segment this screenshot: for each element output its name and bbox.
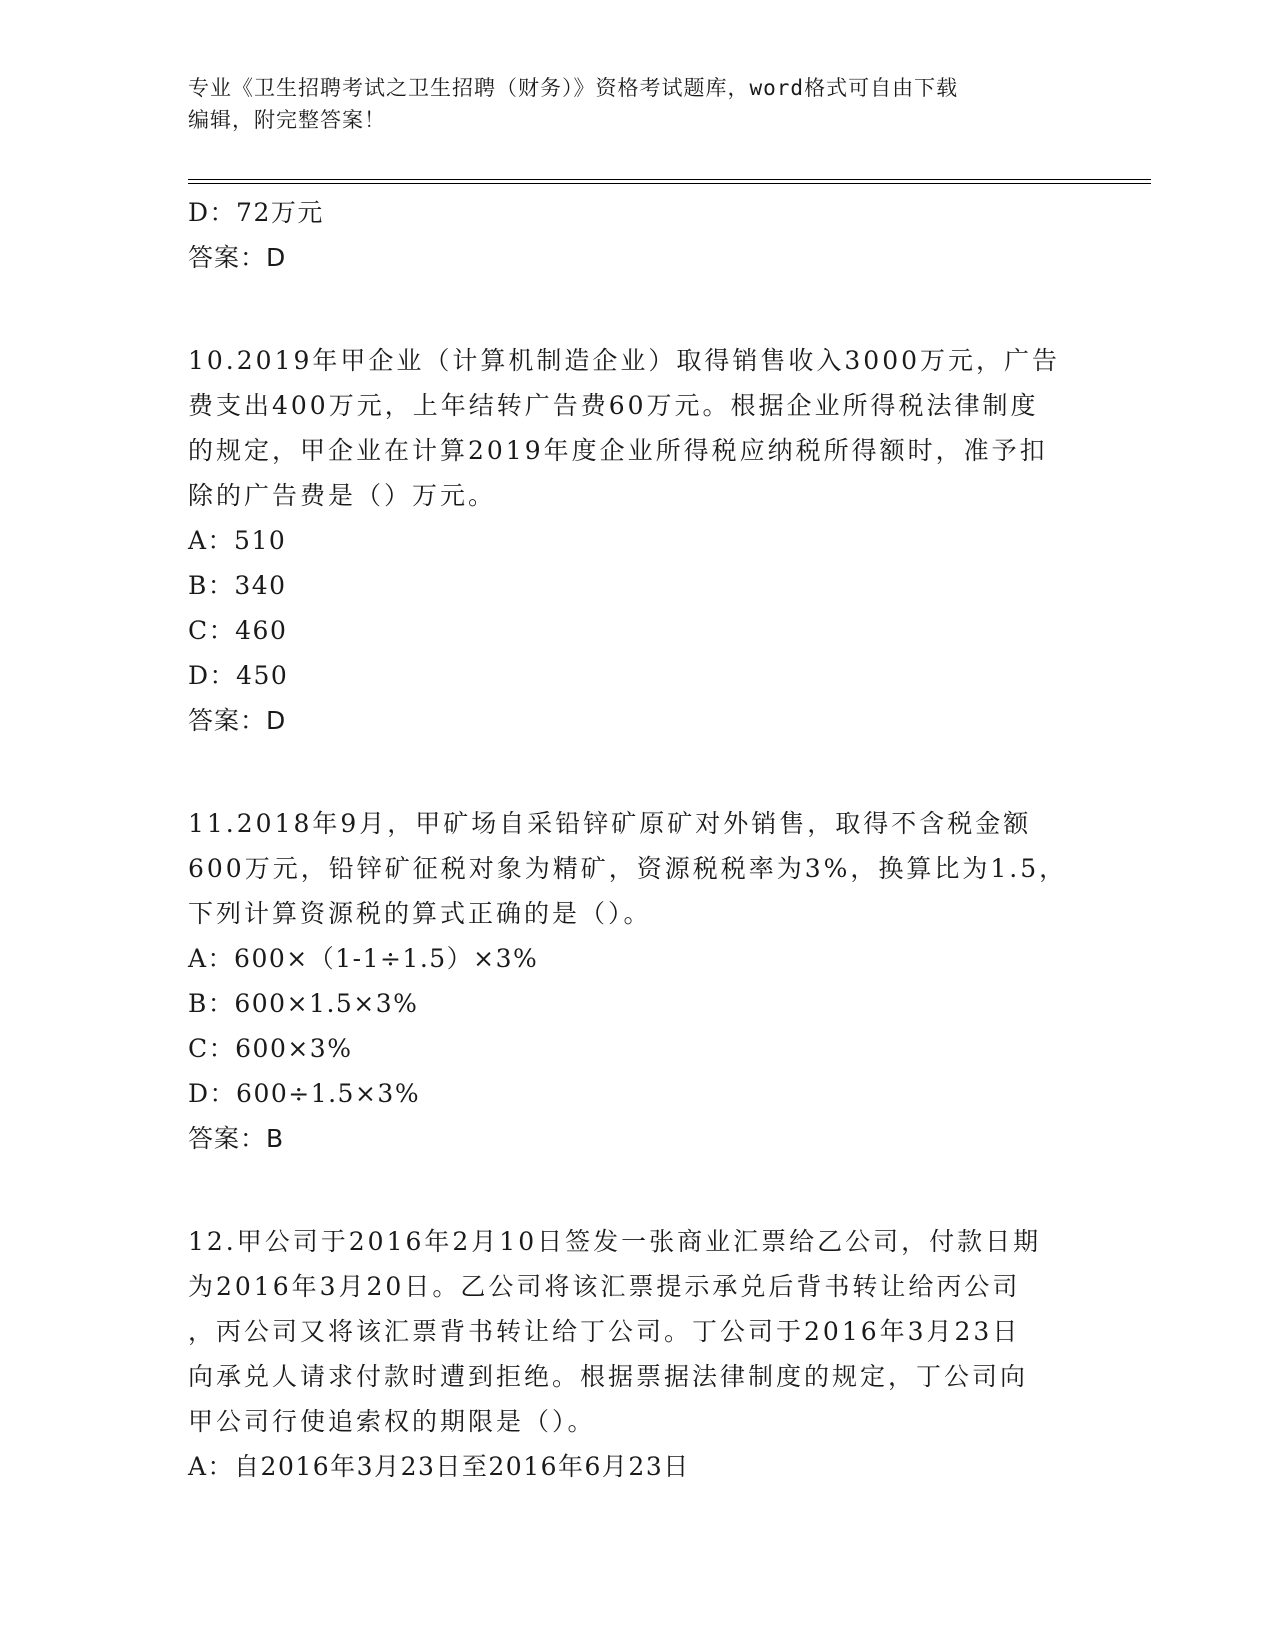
question-11 [188,801,1088,1161]
document-header [188,72,1088,136]
question-12 [188,1219,1088,1489]
question-stem-line: 下列计算资源税的算式正确的是（）。 [188,899,652,928]
option-a: A：自2016年3月23日至2016年6月23日 [188,1452,690,1481]
question-stem-line: ，丙公司又将该汇票背书转让给丁公司。丁公司于2016年3月23日 [188,1317,1021,1346]
option-c: C：460 [188,616,288,645]
question-stem-line: 向承兑人请求付款时遭到拒绝。根据票据法律制度的规定，丁公司向 [188,1362,1029,1391]
question-stem-line: 费支出400万元，上年结转广告费60万元。根据企业所得税法律制度 [188,391,1039,420]
option-d-previous: D：72万元 [188,198,324,227]
header-divider-bottom [188,183,1151,184]
option-b: B：340 [188,571,287,600]
option-a: A：600×（1-1÷1.5）×3% [188,944,539,973]
option-b: B：600×1.5×3% [188,989,419,1018]
answer-previous: 答案：D [188,243,287,272]
header-line-1: 专业《卫生招聘考试之卫生招聘（财务）》资格考试题库，word格式可自由下载 [188,76,959,100]
option-d: D：600÷1.5×3% [188,1079,421,1108]
question-stem-line: 10.2019年甲企业（计算机制造企业）取得销售收入3000万元，广告 [188,346,1061,375]
question-stem-line: 为2016年3月20日。乙公司将该汇票提示承兑后背书转让给丙公司 [188,1272,1021,1301]
option-d: D：450 [188,661,289,690]
answer: 答案：B [188,1124,285,1153]
question-stem-line: 12.甲公司于2016年2月10日签发一张商业汇票给乙公司，付款日期 [188,1227,1042,1256]
header-divider-top [188,179,1151,180]
question-10 [188,338,1088,743]
option-c: C：600×3% [188,1034,353,1063]
question-stem-line: 甲公司行使追索权的期限是（）。 [188,1407,596,1436]
question-stem-line: 11.2018年9月，甲矿场自采铅锌矿原矿对外销售，取得不含税金额 [188,809,1032,838]
header-line-2: 编辑，附完整答案！ [188,108,386,132]
option-a: A：510 [188,526,287,555]
question-stem-line: 的规定，甲企业在计算2019年度企业所得税应纳税所得额时，准予扣 [188,436,1048,465]
answer: 答案：D [188,706,287,735]
question-stem-line: 除的广告费是（）万元。 [188,481,497,510]
document-body [188,190,1088,1489]
question-stem-line: 600万元，铅锌矿征税对象为精矿，资源税税率为3%，换算比为1.5， [188,854,1068,883]
